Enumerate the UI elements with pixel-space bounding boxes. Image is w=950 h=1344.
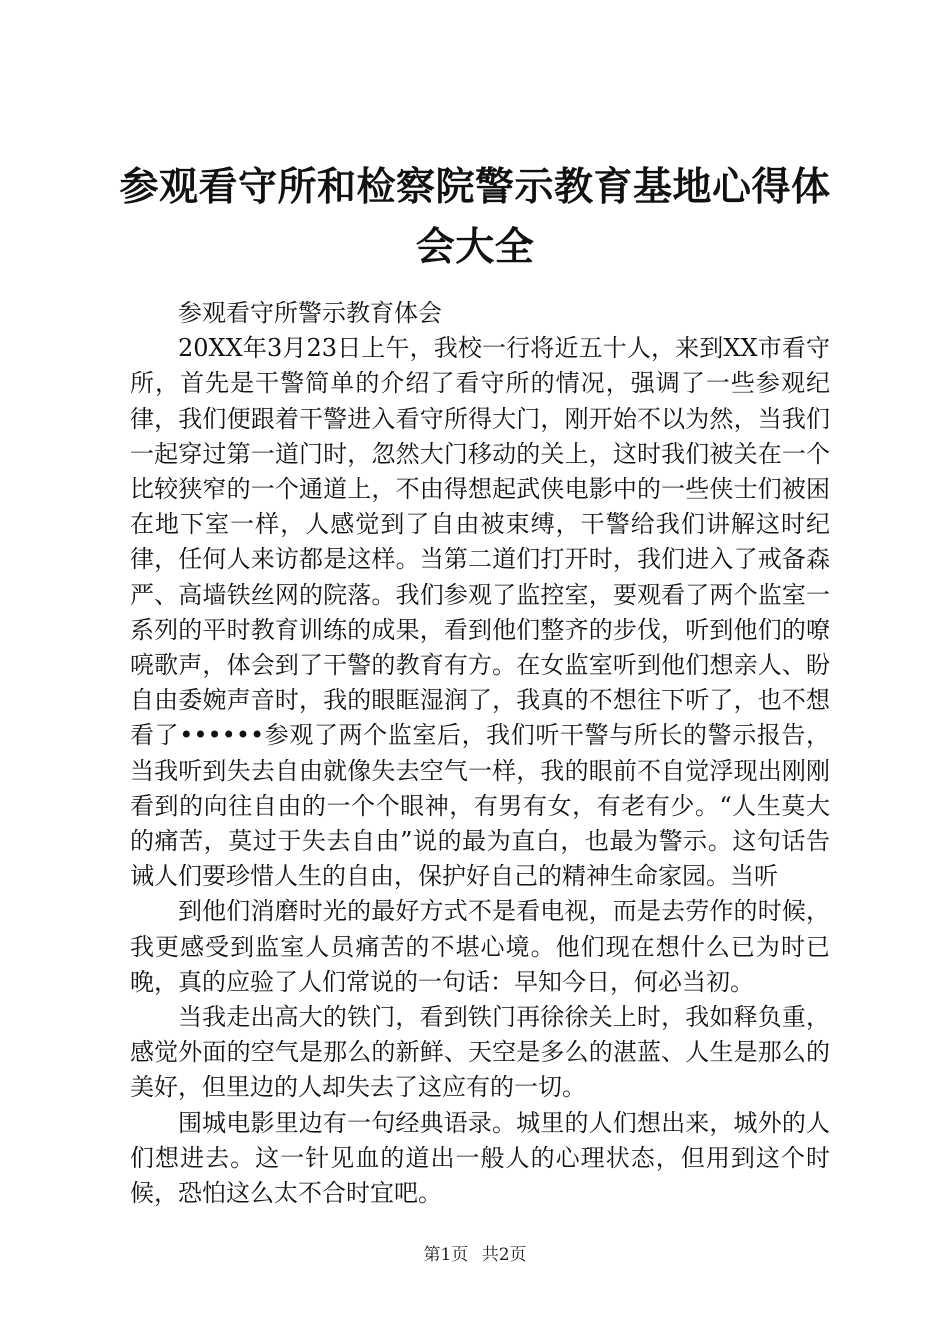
body-paragraph: 到他们消磨时光的最好方式不是看电视，而是去劳作的时候，我更感受到监室人员痛苦的不堪心境。他们现在想什么已为时已晚，真的应验了人们常说的一句话：早知今日，何必当初。 — [130, 897, 830, 996]
page-total: 共2页 — [481, 1245, 527, 1265]
body-paragraph-subtitle: 参观看守所警示教育体会 — [178, 299, 442, 327]
page-title: 参观看守所和检察院警示教育基地心得体会大全 — [119, 165, 831, 270]
document-body — [130, 296, 830, 1211]
page-footer — [0, 1243, 950, 1267]
page-number: 第1页 — [423, 1245, 469, 1265]
body-paragraph: 当我走出高大的铁门，看到铁门再徐徐关上时，我如释负重，感觉外面的空气是那么的新鲜、天空是多么的湛蓝、人生是那么的美好，但里边的人却失去了这应有的一切。 — [130, 1003, 830, 1102]
body-paragraph: 围城电影里边有一句经典语录。城里的人们想出来，城外的人们想进去。这一针见血的道出一般人的心理状态，但用到这个时候，恐怕这么太不合时宜吧。 — [130, 1108, 830, 1208]
body-paragraph: 20XX年3月23日上午，我校一行将近五十人，来到XX市看守所，首先是干警简单的介绍了看守所的情况，强调了一些参观纪律，我们便跟着干警进入看守所得大门，刚开始不以为然，当我们一起穿过第一道门时，忽然大门移动的关上，这时我们被关在一个比较狭窄的一个通道上，不由得想起武侠电影中的一些侠士们被困在地下室一样，人感觉到了自由被束缚，干警给我们讲解这时纪律，任何人来访都是这样。当第二道们打开时，我们进入了戒备森严、高墙铁丝网的院落。我们参观了监控室，要观看了两个监室一系列的平时教育训练的成果，看到他们整齐的步伐，听到他们的嘹喨歌声，体会到了干警的教育有方。在女监室听到他们想亲人、盼自由委婉声音时，我的眼眶湿润了，我真的不想往下听了，也不想看了••••••参观了两个监室后，我们听干警与所长的警示报告，当我听到失去自由就像失去空气一样，我的眼前不自觉浮现出刚刚看到的向往自由的一个个眼神，有男有女，有老有少。“人生莫大的痛苦，莫过于失去自由”说的最为直白，也最为警示。这句话告诫人们要珍惜人生的自由，保护好自己的精神生命家园。当听 — [130, 334, 830, 891]
